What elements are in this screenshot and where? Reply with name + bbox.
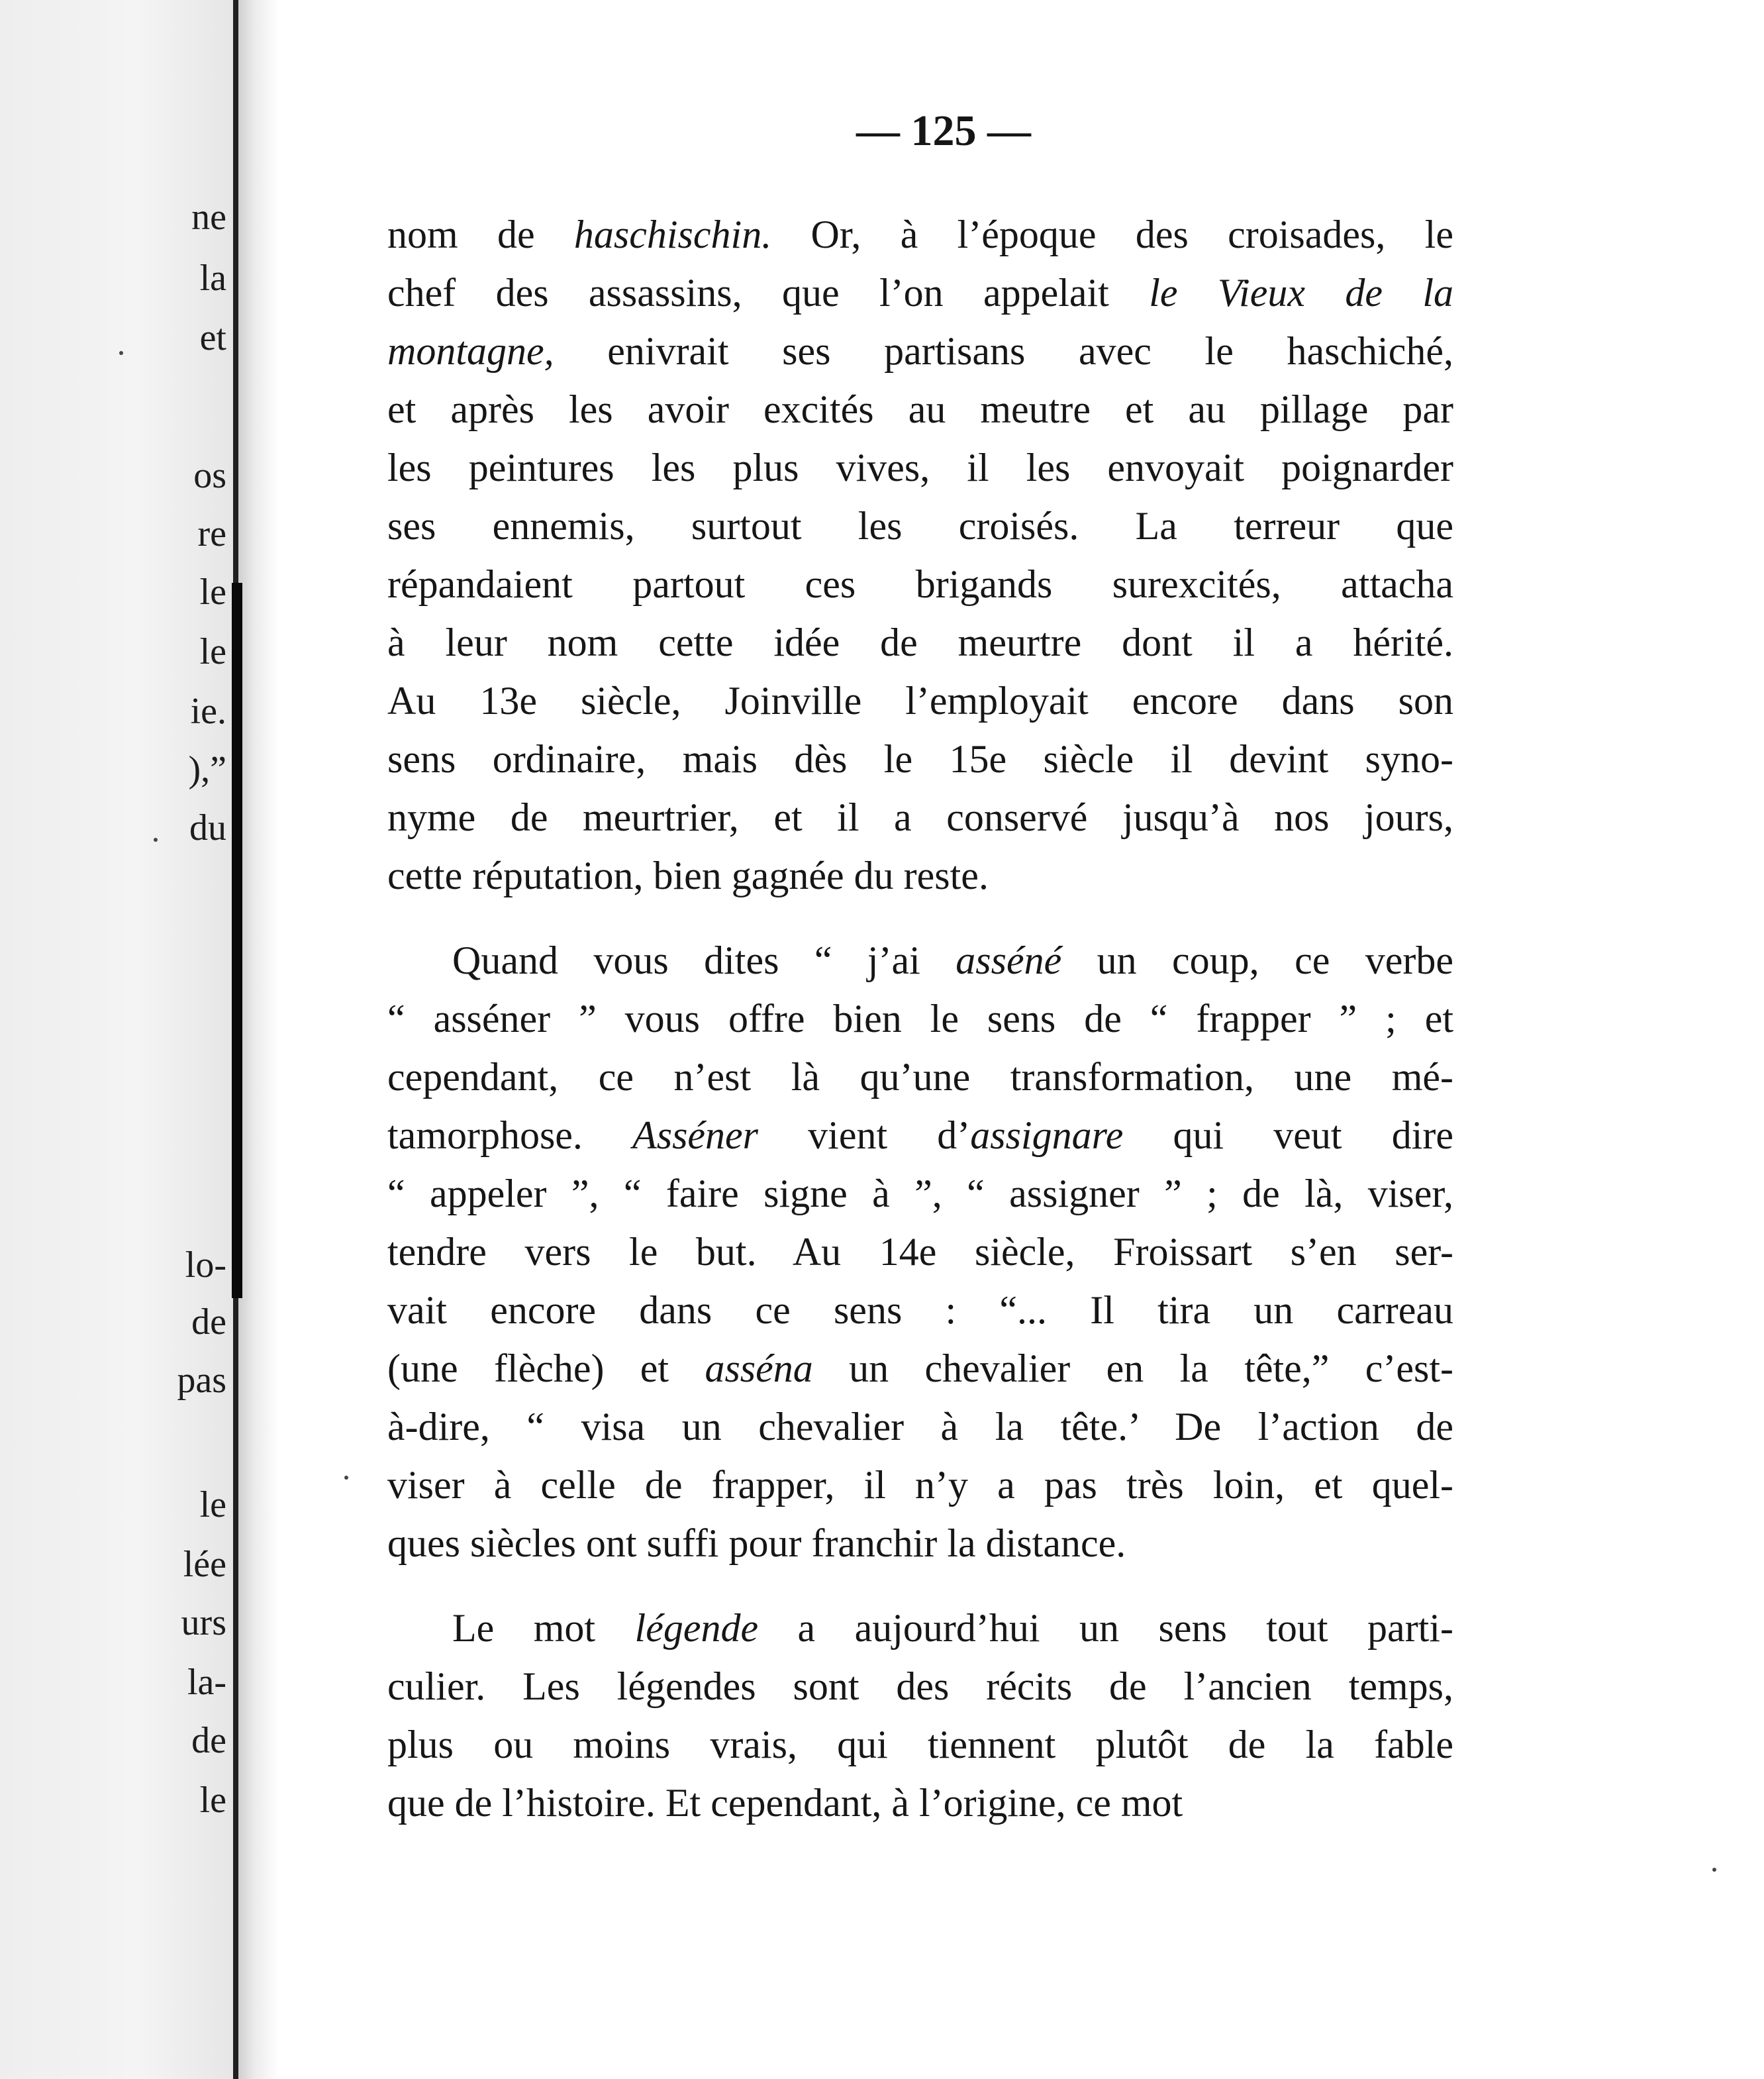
left-page-fragment: le xyxy=(199,631,226,672)
text-run: répandaient partout ces brigands surexcités, attacha xyxy=(387,562,1453,606)
text-run: un chevalier en la tête,” c’est- xyxy=(812,1346,1454,1390)
text-run: les peintures les plus vives, il les envoyait poignarder xyxy=(387,446,1453,489)
text-line xyxy=(387,264,1453,322)
left-page-fragment: et xyxy=(199,317,226,358)
text-run: viser à celle de frapper, il n’y a pas très loin, et quel- xyxy=(387,1463,1453,1507)
left-page-fragment: la xyxy=(199,258,226,299)
text-run: ques siècles ont suffi pour franchir la distance. xyxy=(387,1521,1126,1565)
left-page-fragment: de xyxy=(191,1301,226,1343)
text-line xyxy=(387,1397,1453,1456)
text-run: tamorphose. xyxy=(387,1113,633,1157)
left-page-fragment: lée xyxy=(183,1544,226,1585)
text-line xyxy=(387,730,1453,788)
scan-speck xyxy=(1712,1868,1716,1872)
gutter-shadow xyxy=(238,0,279,2079)
text-run: vient d’ xyxy=(758,1113,971,1157)
text-line xyxy=(387,1048,1453,1106)
italic-text-run: asséné xyxy=(956,938,1062,982)
text-line xyxy=(387,438,1453,497)
text-run: tendre vers le but. Au 14e siècle, Froissart s’en ser- xyxy=(387,1230,1453,1274)
text-run: (une flèche) et xyxy=(387,1346,705,1390)
left-page-fragment: le xyxy=(199,1484,226,1525)
left-page-fragment: ie. xyxy=(190,691,226,732)
text-run: que de l’histoire. Et cependant, à l’origine, ce mot xyxy=(387,1781,1183,1825)
text-line xyxy=(387,613,1453,672)
text-line xyxy=(387,1223,1453,1281)
text-line xyxy=(387,989,1453,1048)
italic-text-run: Asséner xyxy=(632,1113,759,1157)
left-page-fragment: la- xyxy=(187,1662,226,1703)
text-line xyxy=(387,1599,1453,1657)
left-page-fragment: du xyxy=(189,807,226,848)
scan-speck xyxy=(119,351,123,355)
text-run: Au 13e siècle, Joinville l’employait encore dans son xyxy=(387,679,1453,723)
italic-text-run: légende xyxy=(634,1606,759,1650)
body-text xyxy=(387,205,1453,1832)
paragraph-gap xyxy=(387,1572,1453,1599)
text-line xyxy=(387,497,1453,555)
text-line xyxy=(387,1106,1453,1164)
left-page-fragment: le xyxy=(199,572,226,613)
italic-text-run: assignare xyxy=(970,1113,1124,1157)
text-run: enivrait ses partisans avec le haschiché, xyxy=(554,329,1453,373)
text-run: Quand vous dites “ j’ai xyxy=(452,938,956,982)
text-line xyxy=(387,555,1453,613)
text-run: un coup, ce verbe xyxy=(1061,938,1454,982)
text-line xyxy=(387,931,1453,989)
text-run: vait encore dans ce sens : “... Il tira un carreau xyxy=(387,1288,1453,1332)
text-run: nyme de meurtrier, et il a conservé jusqu’à nos jours, xyxy=(387,795,1453,839)
text-line xyxy=(387,205,1453,264)
text-line xyxy=(387,1657,1453,1715)
text-run: “ asséner ” vous offre bien le sens de “ frapper ” ; et xyxy=(387,997,1453,1040)
text-run: cependant, ce n’est là qu’une transformation, une mé- xyxy=(387,1055,1453,1099)
left-page-fragment: lo- xyxy=(185,1244,226,1286)
text-run: à-dire, “ visa un chevalier à la tête.’ De l’action de xyxy=(387,1405,1453,1448)
left-page-fragment: de xyxy=(191,1720,226,1761)
text-run: sens ordinaire, mais dès le 15e siècle il devint syno- xyxy=(387,737,1453,781)
italic-text-run: le Vieux de la xyxy=(1149,271,1453,315)
text-line xyxy=(387,380,1453,438)
text-line xyxy=(387,788,1453,846)
paragraph-gap xyxy=(387,905,1453,931)
text-run: ses ennemis, surtout les croisés. La terreur que xyxy=(387,504,1453,548)
left-page-fragment: le xyxy=(199,1780,226,1821)
text-run: qui veut dire xyxy=(1123,1113,1453,1157)
text-run: et après les avoir excités au meutre et au pillage par xyxy=(387,387,1453,431)
left-page-fragment: urs xyxy=(181,1602,226,1643)
text-line xyxy=(387,1456,1453,1514)
italic-text-run: asséna xyxy=(705,1346,813,1390)
text-line xyxy=(387,1339,1453,1397)
left-page-fragment: re xyxy=(197,513,226,554)
text-run: cette réputation, bien gagnée du reste. xyxy=(387,854,989,897)
left-page-fragment: ne xyxy=(191,197,226,238)
text-line xyxy=(387,1281,1453,1339)
text-line xyxy=(387,1164,1453,1223)
text-run: Or, à l’époque des croisades, le xyxy=(771,213,1453,256)
left-facing-page xyxy=(0,0,233,2079)
text-line xyxy=(387,1715,1453,1774)
text-line xyxy=(387,672,1453,730)
left-page-fragment: os xyxy=(193,455,226,496)
left-page-fragment: ),” xyxy=(188,749,226,790)
page-number: — 125 — xyxy=(856,107,1031,155)
text-line xyxy=(387,1514,1453,1572)
left-page-fragment: pas xyxy=(177,1360,226,1401)
text-line xyxy=(387,322,1453,380)
text-run: chef des assassins, que l’on appelait xyxy=(387,271,1150,315)
text-line xyxy=(387,846,1453,905)
binding-edge xyxy=(232,583,242,1298)
text-run: Le mot xyxy=(452,1606,635,1650)
text-run: culier. Les légendes sont des récits de l’ancien temps, xyxy=(387,1664,1453,1708)
scan-speck xyxy=(154,838,158,842)
italic-text-run: montagne, xyxy=(387,329,554,373)
scan-speck xyxy=(344,1476,348,1480)
text-run: nom de xyxy=(387,213,574,256)
text-run: a aujourd’hui un sens tout parti- xyxy=(758,1606,1453,1650)
text-run: “ appeler ”, “ faire signe à ”, “ assigner ” ; de là, viser, xyxy=(387,1172,1453,1215)
text-line xyxy=(387,1774,1453,1832)
text-run: plus ou moins vrais, qui tiennent plutôt de la fable xyxy=(387,1723,1453,1766)
italic-text-run: haschischin. xyxy=(573,213,772,256)
text-run: à leur nom cette idée de meurtre dont il a hérité. xyxy=(387,621,1453,664)
